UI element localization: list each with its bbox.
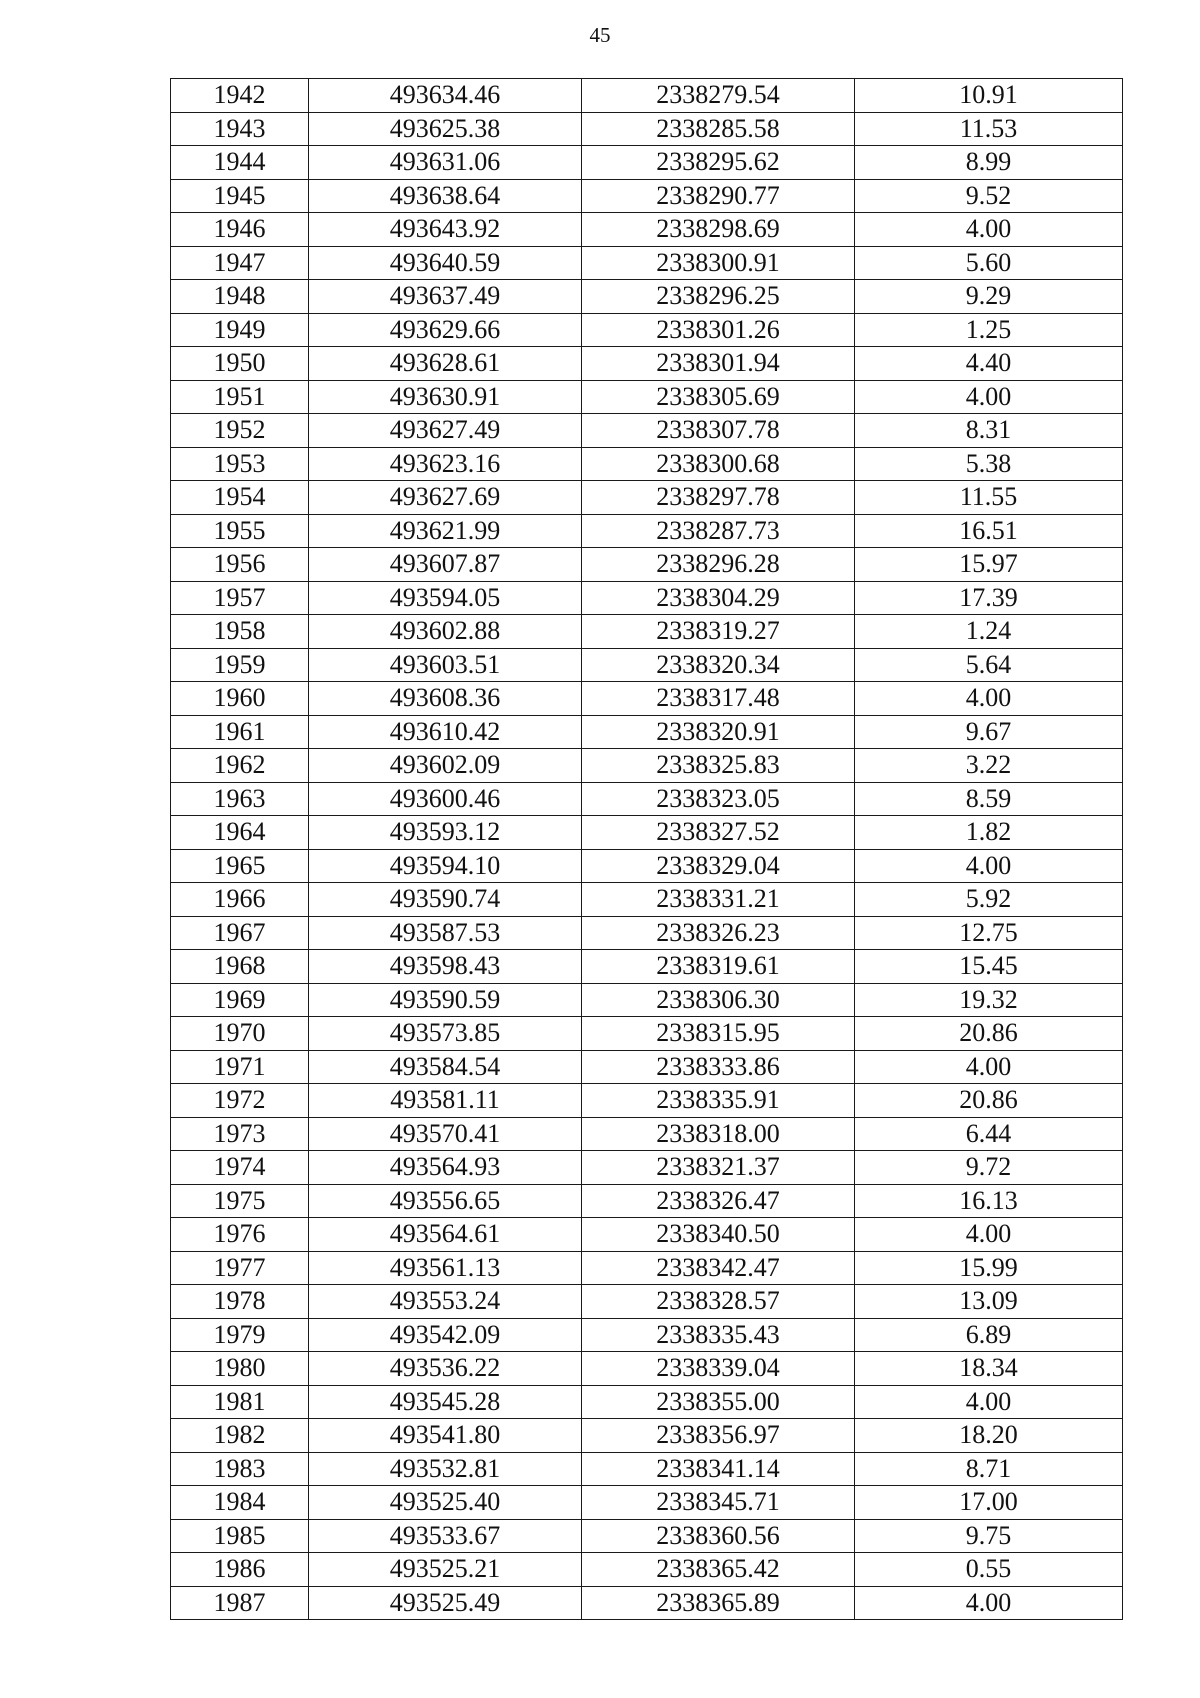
table-row bbox=[171, 581, 1123, 615]
table-row bbox=[171, 1352, 1123, 1386]
point-number-cell: 1949 bbox=[171, 313, 309, 347]
y-coordinate-cell: 2338335.43 bbox=[582, 1318, 855, 1352]
point-number-cell: 1975 bbox=[171, 1184, 309, 1218]
point-number-cell: 1973 bbox=[171, 1117, 309, 1151]
distance-cell: 9.75 bbox=[855, 1519, 1123, 1553]
x-coordinate-cell: 493630.91 bbox=[309, 380, 582, 414]
x-coordinate-cell: 493629.66 bbox=[309, 313, 582, 347]
x-coordinate-cell: 493525.21 bbox=[309, 1553, 582, 1587]
y-coordinate-cell: 2338365.42 bbox=[582, 1553, 855, 1587]
x-coordinate-cell: 493625.38 bbox=[309, 112, 582, 146]
x-coordinate-cell: 493634.46 bbox=[309, 79, 582, 113]
y-coordinate-cell: 2338301.26 bbox=[582, 313, 855, 347]
table-row bbox=[171, 816, 1123, 850]
y-coordinate-cell: 2338335.91 bbox=[582, 1084, 855, 1118]
point-number-cell: 1948 bbox=[171, 280, 309, 314]
y-coordinate-cell: 2338355.00 bbox=[582, 1385, 855, 1419]
point-number-cell: 1947 bbox=[171, 246, 309, 280]
y-coordinate-cell: 2338297.78 bbox=[582, 481, 855, 515]
x-coordinate-cell: 493621.99 bbox=[309, 514, 582, 548]
x-coordinate-cell: 493584.54 bbox=[309, 1050, 582, 1084]
y-coordinate-cell: 2338323.05 bbox=[582, 782, 855, 816]
x-coordinate-cell: 493602.88 bbox=[309, 615, 582, 649]
y-coordinate-cell: 2338319.27 bbox=[582, 615, 855, 649]
table-row bbox=[171, 1285, 1123, 1319]
y-coordinate-cell: 2338360.56 bbox=[582, 1519, 855, 1553]
x-coordinate-cell: 493545.28 bbox=[309, 1385, 582, 1419]
coordinate-table bbox=[170, 78, 1123, 1620]
distance-cell: 1.25 bbox=[855, 313, 1123, 347]
distance-cell: 17.00 bbox=[855, 1486, 1123, 1520]
table-row bbox=[171, 1050, 1123, 1084]
y-coordinate-cell: 2338326.23 bbox=[582, 916, 855, 950]
table-row bbox=[171, 1084, 1123, 1118]
distance-cell: 0.55 bbox=[855, 1553, 1123, 1587]
point-number-cell: 1950 bbox=[171, 347, 309, 381]
point-number-cell: 1979 bbox=[171, 1318, 309, 1352]
y-coordinate-cell: 2338320.34 bbox=[582, 648, 855, 682]
table-row bbox=[171, 1586, 1123, 1620]
x-coordinate-cell: 493542.09 bbox=[309, 1318, 582, 1352]
point-number-cell: 1960 bbox=[171, 682, 309, 716]
point-number-cell: 1958 bbox=[171, 615, 309, 649]
x-coordinate-cell: 493608.36 bbox=[309, 682, 582, 716]
y-coordinate-cell: 2338339.04 bbox=[582, 1352, 855, 1386]
table-row bbox=[171, 1151, 1123, 1185]
point-number-cell: 1952 bbox=[171, 414, 309, 448]
table-row bbox=[171, 883, 1123, 917]
distance-cell: 15.97 bbox=[855, 548, 1123, 582]
point-number-cell: 1974 bbox=[171, 1151, 309, 1185]
y-coordinate-cell: 2338325.83 bbox=[582, 749, 855, 783]
x-coordinate-cell: 493587.53 bbox=[309, 916, 582, 950]
y-coordinate-cell: 2338331.21 bbox=[582, 883, 855, 917]
y-coordinate-cell: 2338321.37 bbox=[582, 1151, 855, 1185]
x-coordinate-cell: 493623.16 bbox=[309, 447, 582, 481]
table-row bbox=[171, 682, 1123, 716]
x-coordinate-cell: 493533.67 bbox=[309, 1519, 582, 1553]
x-coordinate-cell: 493553.24 bbox=[309, 1285, 582, 1319]
point-number-cell: 1966 bbox=[171, 883, 309, 917]
distance-cell: 4.00 bbox=[855, 213, 1123, 247]
distance-cell: 16.13 bbox=[855, 1184, 1123, 1218]
distance-cell: 5.64 bbox=[855, 648, 1123, 682]
y-coordinate-cell: 2338285.58 bbox=[582, 112, 855, 146]
x-coordinate-cell: 493570.41 bbox=[309, 1117, 582, 1151]
x-coordinate-cell: 493627.69 bbox=[309, 481, 582, 515]
point-number-cell: 1972 bbox=[171, 1084, 309, 1118]
x-coordinate-cell: 493607.87 bbox=[309, 548, 582, 582]
point-number-cell: 1980 bbox=[171, 1352, 309, 1386]
table-row bbox=[171, 849, 1123, 883]
y-coordinate-cell: 2338287.73 bbox=[582, 514, 855, 548]
x-coordinate-cell: 493561.13 bbox=[309, 1251, 582, 1285]
distance-cell: 13.09 bbox=[855, 1285, 1123, 1319]
distance-cell: 9.72 bbox=[855, 1151, 1123, 1185]
point-number-cell: 1955 bbox=[171, 514, 309, 548]
distance-cell: 8.71 bbox=[855, 1452, 1123, 1486]
distance-cell: 9.29 bbox=[855, 280, 1123, 314]
x-coordinate-cell: 493640.59 bbox=[309, 246, 582, 280]
point-number-cell: 1964 bbox=[171, 816, 309, 850]
table-row bbox=[171, 347, 1123, 381]
point-number-cell: 1942 bbox=[171, 79, 309, 113]
point-number-cell: 1961 bbox=[171, 715, 309, 749]
x-coordinate-cell: 493598.43 bbox=[309, 950, 582, 984]
distance-cell: 4.00 bbox=[855, 849, 1123, 883]
point-number-cell: 1946 bbox=[171, 213, 309, 247]
x-coordinate-cell: 493581.11 bbox=[309, 1084, 582, 1118]
table-row bbox=[171, 615, 1123, 649]
table-row bbox=[171, 79, 1123, 113]
distance-cell: 6.44 bbox=[855, 1117, 1123, 1151]
point-number-cell: 1982 bbox=[171, 1419, 309, 1453]
y-coordinate-cell: 2338340.50 bbox=[582, 1218, 855, 1252]
point-number-cell: 1959 bbox=[171, 648, 309, 682]
table-row bbox=[171, 280, 1123, 314]
table-row bbox=[171, 380, 1123, 414]
y-coordinate-cell: 2338295.62 bbox=[582, 146, 855, 180]
distance-cell: 1.82 bbox=[855, 816, 1123, 850]
table-row bbox=[171, 749, 1123, 783]
point-number-cell: 1965 bbox=[171, 849, 309, 883]
distance-cell: 11.53 bbox=[855, 112, 1123, 146]
y-coordinate-cell: 2338342.47 bbox=[582, 1251, 855, 1285]
x-coordinate-cell: 493532.81 bbox=[309, 1452, 582, 1486]
table-row bbox=[171, 481, 1123, 515]
table-row bbox=[171, 1218, 1123, 1252]
table-row bbox=[171, 313, 1123, 347]
y-coordinate-cell: 2338300.68 bbox=[582, 447, 855, 481]
y-coordinate-cell: 2338319.61 bbox=[582, 950, 855, 984]
y-coordinate-cell: 2338315.95 bbox=[582, 1017, 855, 1051]
x-coordinate-cell: 493536.22 bbox=[309, 1352, 582, 1386]
table-body bbox=[171, 79, 1123, 1620]
y-coordinate-cell: 2338298.69 bbox=[582, 213, 855, 247]
table-row bbox=[171, 1519, 1123, 1553]
y-coordinate-cell: 2338318.00 bbox=[582, 1117, 855, 1151]
point-number-cell: 1976 bbox=[171, 1218, 309, 1252]
point-number-cell: 1985 bbox=[171, 1519, 309, 1553]
point-number-cell: 1956 bbox=[171, 548, 309, 582]
y-coordinate-cell: 2338305.69 bbox=[582, 380, 855, 414]
distance-cell: 4.00 bbox=[855, 1586, 1123, 1620]
x-coordinate-cell: 493593.12 bbox=[309, 816, 582, 850]
point-number-cell: 1967 bbox=[171, 916, 309, 950]
table-row bbox=[171, 1385, 1123, 1419]
point-number-cell: 1970 bbox=[171, 1017, 309, 1051]
table-row bbox=[171, 1318, 1123, 1352]
y-coordinate-cell: 2338333.86 bbox=[582, 1050, 855, 1084]
table-row bbox=[171, 1251, 1123, 1285]
distance-cell: 4.00 bbox=[855, 1218, 1123, 1252]
y-coordinate-cell: 2338341.14 bbox=[582, 1452, 855, 1486]
distance-cell: 4.00 bbox=[855, 380, 1123, 414]
table-row bbox=[171, 1553, 1123, 1587]
x-coordinate-cell: 493556.65 bbox=[309, 1184, 582, 1218]
y-coordinate-cell: 2338345.71 bbox=[582, 1486, 855, 1520]
distance-cell: 3.22 bbox=[855, 749, 1123, 783]
table-row bbox=[171, 715, 1123, 749]
x-coordinate-cell: 493590.74 bbox=[309, 883, 582, 917]
point-number-cell: 1953 bbox=[171, 447, 309, 481]
x-coordinate-cell: 493541.80 bbox=[309, 1419, 582, 1453]
x-coordinate-cell: 493610.42 bbox=[309, 715, 582, 749]
x-coordinate-cell: 493603.51 bbox=[309, 648, 582, 682]
y-coordinate-cell: 2338301.94 bbox=[582, 347, 855, 381]
table-row bbox=[171, 983, 1123, 1017]
table-row bbox=[171, 1017, 1123, 1051]
distance-cell: 4.00 bbox=[855, 1385, 1123, 1419]
table-row bbox=[171, 246, 1123, 280]
x-coordinate-cell: 493638.64 bbox=[309, 179, 582, 213]
y-coordinate-cell: 2338329.04 bbox=[582, 849, 855, 883]
distance-cell: 5.92 bbox=[855, 883, 1123, 917]
distance-cell: 16.51 bbox=[855, 514, 1123, 548]
distance-cell: 12.75 bbox=[855, 916, 1123, 950]
table-row bbox=[171, 548, 1123, 582]
point-number-cell: 1951 bbox=[171, 380, 309, 414]
distance-cell: 5.60 bbox=[855, 246, 1123, 280]
x-coordinate-cell: 493602.09 bbox=[309, 749, 582, 783]
y-coordinate-cell: 2338279.54 bbox=[582, 79, 855, 113]
distance-cell: 8.31 bbox=[855, 414, 1123, 448]
y-coordinate-cell: 2338320.91 bbox=[582, 715, 855, 749]
point-number-cell: 1977 bbox=[171, 1251, 309, 1285]
y-coordinate-cell: 2338326.47 bbox=[582, 1184, 855, 1218]
y-coordinate-cell: 2338304.29 bbox=[582, 581, 855, 615]
page-number: 45 bbox=[589, 23, 611, 47]
table-row bbox=[171, 1419, 1123, 1453]
distance-cell: 4.40 bbox=[855, 347, 1123, 381]
distance-cell: 4.00 bbox=[855, 682, 1123, 716]
x-coordinate-cell: 493525.49 bbox=[309, 1586, 582, 1620]
point-number-cell: 1943 bbox=[171, 112, 309, 146]
distance-cell: 15.45 bbox=[855, 950, 1123, 984]
point-number-cell: 1984 bbox=[171, 1486, 309, 1520]
x-coordinate-cell: 493564.93 bbox=[309, 1151, 582, 1185]
table-row bbox=[171, 648, 1123, 682]
distance-cell: 11.55 bbox=[855, 481, 1123, 515]
point-number-cell: 1945 bbox=[171, 179, 309, 213]
y-coordinate-cell: 2338307.78 bbox=[582, 414, 855, 448]
point-number-cell: 1978 bbox=[171, 1285, 309, 1319]
distance-cell: 19.32 bbox=[855, 983, 1123, 1017]
x-coordinate-cell: 493590.59 bbox=[309, 983, 582, 1017]
point-number-cell: 1981 bbox=[171, 1385, 309, 1419]
point-number-cell: 1963 bbox=[171, 782, 309, 816]
table-row bbox=[171, 179, 1123, 213]
y-coordinate-cell: 2338300.91 bbox=[582, 246, 855, 280]
distance-cell: 15.99 bbox=[855, 1251, 1123, 1285]
x-coordinate-cell: 493628.61 bbox=[309, 347, 582, 381]
distance-cell: 9.52 bbox=[855, 179, 1123, 213]
distance-cell: 20.86 bbox=[855, 1017, 1123, 1051]
x-coordinate-cell: 493564.61 bbox=[309, 1218, 582, 1252]
table-row bbox=[171, 112, 1123, 146]
distance-cell: 8.99 bbox=[855, 146, 1123, 180]
x-coordinate-cell: 493643.92 bbox=[309, 213, 582, 247]
point-number-cell: 1986 bbox=[171, 1553, 309, 1587]
point-number-cell: 1968 bbox=[171, 950, 309, 984]
table-row bbox=[171, 950, 1123, 984]
distance-cell: 8.59 bbox=[855, 782, 1123, 816]
table-row bbox=[171, 146, 1123, 180]
distance-cell: 17.39 bbox=[855, 581, 1123, 615]
y-coordinate-cell: 2338290.77 bbox=[582, 179, 855, 213]
point-number-cell: 1962 bbox=[171, 749, 309, 783]
y-coordinate-cell: 2338296.25 bbox=[582, 280, 855, 314]
distance-cell: 18.34 bbox=[855, 1352, 1123, 1386]
point-number-cell: 1944 bbox=[171, 146, 309, 180]
table-row bbox=[171, 213, 1123, 247]
x-coordinate-cell: 493631.06 bbox=[309, 146, 582, 180]
y-coordinate-cell: 2338356.97 bbox=[582, 1419, 855, 1453]
y-coordinate-cell: 2338317.48 bbox=[582, 682, 855, 716]
distance-cell: 9.67 bbox=[855, 715, 1123, 749]
point-number-cell: 1957 bbox=[171, 581, 309, 615]
x-coordinate-cell: 493600.46 bbox=[309, 782, 582, 816]
x-coordinate-cell: 493594.10 bbox=[309, 849, 582, 883]
point-number-cell: 1954 bbox=[171, 481, 309, 515]
table-row bbox=[171, 514, 1123, 548]
y-coordinate-cell: 2338365.89 bbox=[582, 1586, 855, 1620]
table-row bbox=[171, 1184, 1123, 1218]
y-coordinate-cell: 2338327.52 bbox=[582, 816, 855, 850]
table-row bbox=[171, 1117, 1123, 1151]
point-number-cell: 1987 bbox=[171, 1586, 309, 1620]
table-row bbox=[171, 447, 1123, 481]
point-number-cell: 1969 bbox=[171, 983, 309, 1017]
y-coordinate-cell: 2338328.57 bbox=[582, 1285, 855, 1319]
table-row bbox=[171, 414, 1123, 448]
distance-cell: 6.89 bbox=[855, 1318, 1123, 1352]
distance-cell: 4.00 bbox=[855, 1050, 1123, 1084]
distance-cell: 5.38 bbox=[855, 447, 1123, 481]
x-coordinate-cell: 493594.05 bbox=[309, 581, 582, 615]
distance-cell: 1.24 bbox=[855, 615, 1123, 649]
table-row bbox=[171, 916, 1123, 950]
x-coordinate-cell: 493637.49 bbox=[309, 280, 582, 314]
x-coordinate-cell: 493525.40 bbox=[309, 1486, 582, 1520]
table-row bbox=[171, 782, 1123, 816]
distance-cell: 10.91 bbox=[855, 79, 1123, 113]
x-coordinate-cell: 493573.85 bbox=[309, 1017, 582, 1051]
table-row bbox=[171, 1486, 1123, 1520]
x-coordinate-cell: 493627.49 bbox=[309, 414, 582, 448]
table-row bbox=[171, 1452, 1123, 1486]
point-number-cell: 1971 bbox=[171, 1050, 309, 1084]
y-coordinate-cell: 2338296.28 bbox=[582, 548, 855, 582]
y-coordinate-cell: 2338306.30 bbox=[582, 983, 855, 1017]
distance-cell: 18.20 bbox=[855, 1419, 1123, 1453]
point-number-cell: 1983 bbox=[171, 1452, 309, 1486]
distance-cell: 20.86 bbox=[855, 1084, 1123, 1118]
